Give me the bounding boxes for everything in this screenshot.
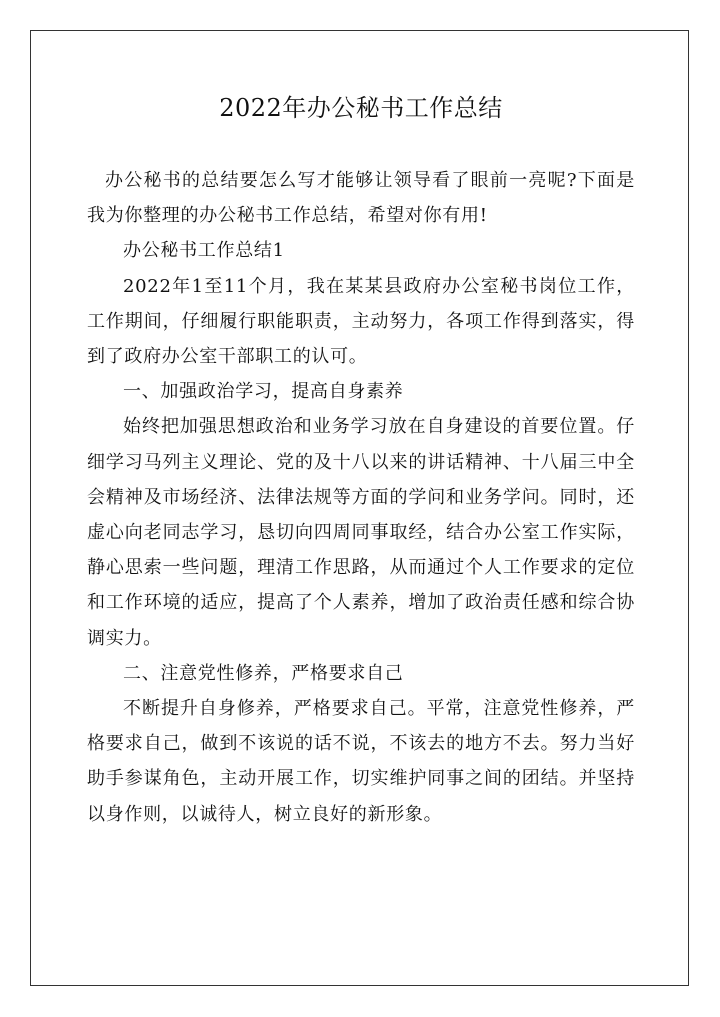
document-title: 2022年办公秘书工作总结 — [219, 94, 503, 122]
section-heading-summary-1: 办公秘书工作总结1 — [123, 240, 285, 262]
document-content — [87, 90, 635, 832]
body-paragraph-3: 不断提升自身修养，严格要求自己。平常，注意党性修养，严格要求自己，做到不该说的话不说，不该去的地方不去。努力当好助手参谋角色，主动开展工作，切实维护同事之间的团结。并坚持以身作则，以诚待人，树立良好的新形象。 — [87, 698, 635, 825]
document-body — [87, 163, 635, 832]
body-paragraph-2: 始终把加强思想政治和业务学习放在自身建设的首要位置。仔细学习马列主义理论、党的及十八以来的讲话精神、十八届三中全会精神及市场经济、法律法规等方面的学问和业务学问。同时，还虚心向老同志学习，恳切向四周同事取经，结合办公室工作实际，静心思索一些问题，理清工作思路，从而通过个人工作要求的定位和工作环境的适应，提高了个人素养，增加了政治责任感和综合协调实力。 — [87, 416, 635, 649]
section-heading-2: 二、注意党性修养，严格要求自己 — [123, 662, 404, 684]
intro-paragraph: 办公秘书的总结要怎么写才能够让领导看了眼前一亮呢?下面是我为你整理的办公秘书工作总结，希望对你有用! — [87, 170, 635, 227]
section-heading-1: 一、加强政治学习，提高自身素养 — [123, 381, 404, 403]
body-paragraph-1: 2022年1至11个月，我在某某县政府办公室秘书岗位工作，工作期间，仔细履行职能职责，主动努力，各项工作得到落实，得到了政府办公室干部职工的认可。 — [87, 275, 635, 368]
